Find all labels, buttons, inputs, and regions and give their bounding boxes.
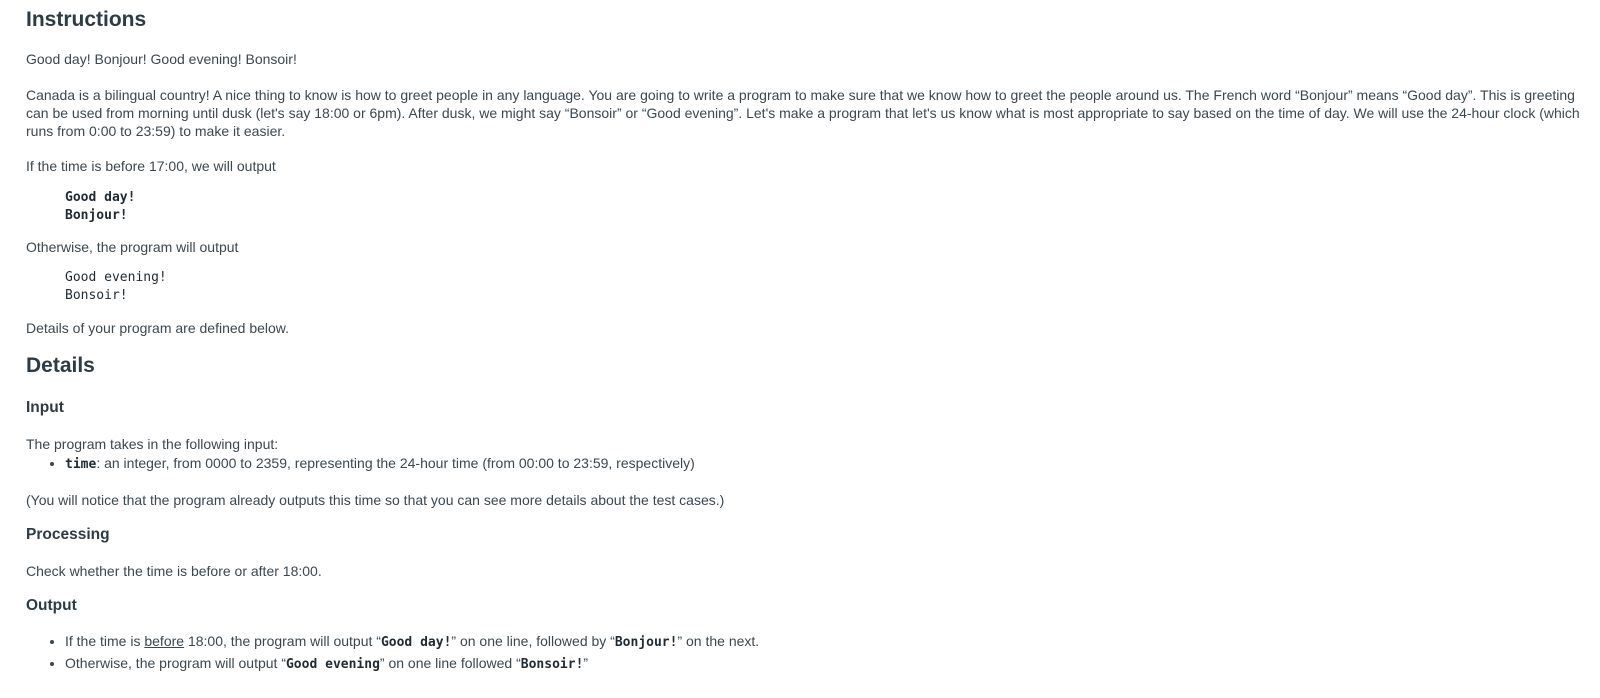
- list-item: [65, 653, 1600, 675]
- otherwise-output-example: Good evening! Bonsoir!: [65, 270, 167, 303]
- good-evening-code: Good evening: [285, 657, 380, 672]
- input-note: (You will notice that the program already outputs this time so that you can see more details about the test cases.): [26, 492, 725, 508]
- details-heading: Details: [26, 354, 95, 377]
- before-condition-text: If the time is before 17:00, we will output: [26, 158, 276, 174]
- otherwise-condition-text: Otherwise, the program will output: [26, 239, 239, 255]
- good-day-code: Good day!: [380, 635, 452, 650]
- before-underlined: before: [144, 633, 185, 649]
- output-item-text: ”: [583, 655, 589, 671]
- intro-paragraph: Canada is a bilingual country! A nice thing to know is how to greet people in any language. You are going to write a program to make sure that we know how to greet the people around us. The French word “Bonjour” means “Good day”. This is greeting can be used from morning until dusk (let's say 18:00 or 6pm). After dusk, we might say “Bonsoir” or “Good evening”. Let's make a program that let's us know what is most appropriate to say based on the time of day. We will use the 24-hour clock (which runs from 0:00 to 23:59) to make it easier.: [26, 87, 1580, 139]
- output-item-text: ” on the next.: [677, 633, 760, 649]
- input-heading: Input: [26, 399, 64, 416]
- details-note: Details of your program are defined below.: [26, 320, 290, 336]
- bonjour-code: Bonjour!: [614, 635, 678, 650]
- input-variable-description: : an integer, from 0000 to 2359, representing the 24-hour time (from 00:00 to 23:59, respectively): [96, 455, 695, 471]
- output-item-text: ” on one line, followed by “: [451, 633, 615, 649]
- input-list: [26, 453, 1600, 475]
- input-intro: The program takes in the following input:: [26, 436, 279, 452]
- greeting-line: Good day! Bonjour! Good evening! Bonsoir!: [26, 51, 297, 67]
- list-item: [65, 631, 1600, 653]
- processing-text: Check whether the time is before or after 18:00.: [26, 563, 322, 579]
- processing-heading: Processing: [26, 526, 110, 543]
- output-item-text: Otherwise, the program will output “: [65, 655, 286, 671]
- output-item-text: ” on one line followed “: [379, 655, 521, 671]
- before-output-example: Good day! Bonjour!: [65, 190, 136, 223]
- output-heading: Output: [26, 597, 77, 614]
- instructions-heading: Instructions: [26, 8, 147, 31]
- output-item-text: If the time is: [65, 633, 145, 649]
- bonsoir-code: Bonsoir!: [520, 657, 584, 672]
- list-item: [65, 453, 1600, 475]
- output-list: [26, 631, 1600, 675]
- output-item-text: 18:00, the program will output “: [184, 633, 381, 649]
- input-variable-code: time: [65, 457, 97, 472]
